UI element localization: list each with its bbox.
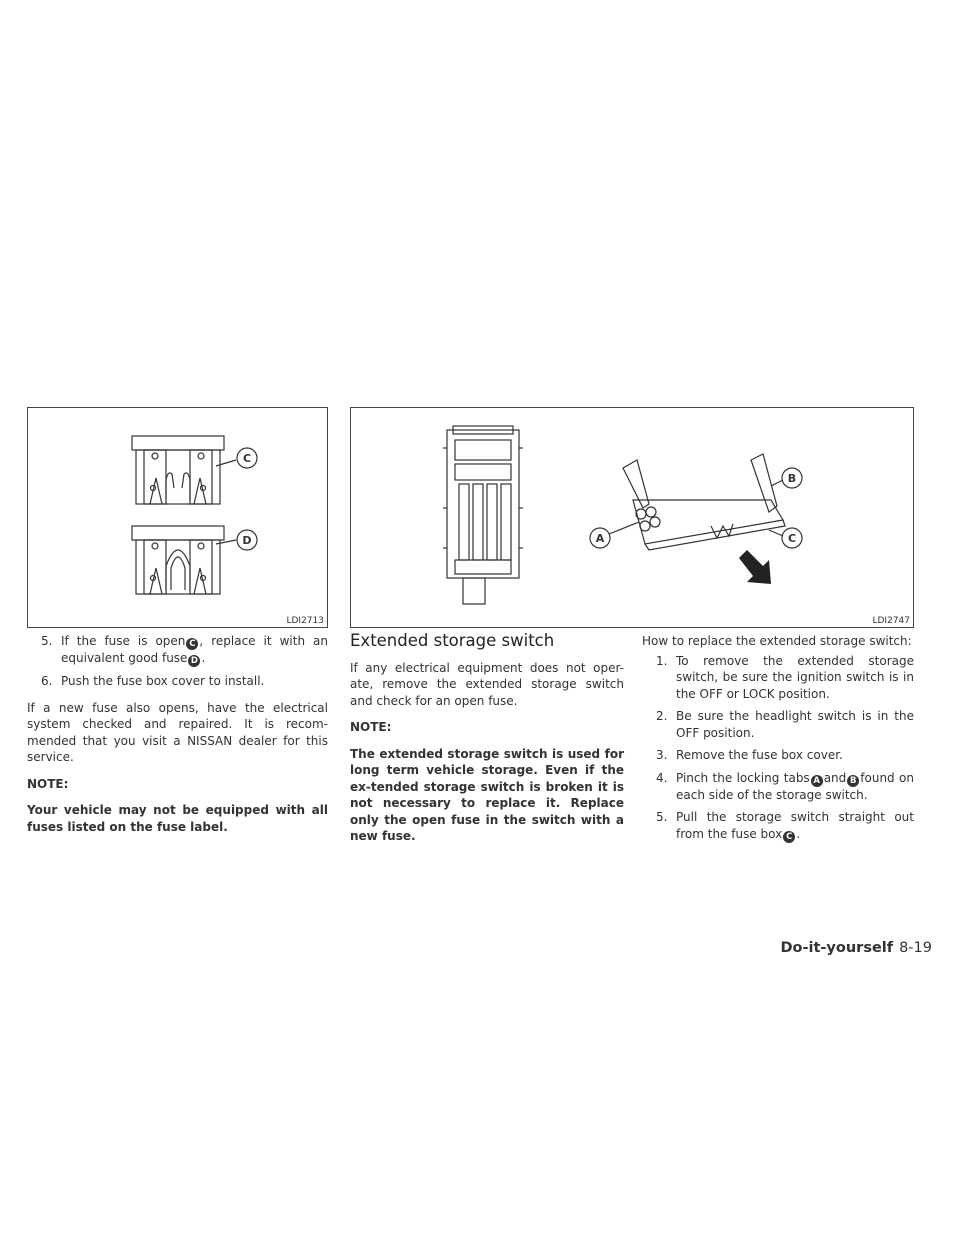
footer-page-number: 8-19	[899, 940, 932, 956]
fuse-callout-d: D	[242, 534, 252, 547]
callout-badge-d: D	[188, 655, 200, 667]
step-text: , replace it with an equivalent good fuse	[61, 634, 328, 665]
page-footer	[781, 940, 933, 956]
step-number: 3.	[656, 748, 668, 762]
note-text: The extended storage switch is used for long term vehicle storage. Even if the ex-tended storage switch is broken it is not necessary to replace it. Replace only the open fuse in the switch with a new fuse.	[350, 746, 624, 843]
fuse-figure-code: LDI2713	[286, 616, 324, 626]
middle-column	[350, 633, 624, 855]
step-text: Pinch the locking tabs	[676, 770, 810, 785]
repair-paragraph: If a new fuse also opens, have the electrical system checked and repaired. It is recom-mended that you visit a NISSAN dealer for this service.	[27, 700, 328, 764]
step-text: Remove the fuse box cover.	[676, 748, 843, 762]
right-step-4	[642, 770, 914, 804]
step-text: To remove the extended storage switch, be sure the ignition switch is in the OFF or LOCK position.	[676, 653, 914, 701]
step-text: .	[201, 651, 206, 665]
step-text: and	[823, 770, 847, 785]
storage-switch-figure	[350, 407, 914, 628]
switch-paragraph: If any electrical equipment does not oper-ate, remove the extended storage switch and check for an open fuse.	[350, 660, 624, 708]
left-step-6	[27, 673, 328, 690]
switch-figure-code: LDI2747	[872, 616, 910, 626]
right-step-3	[642, 747, 914, 764]
fuse-callout-c: C	[242, 452, 252, 465]
step-text: Push the fuse box cover to install.	[61, 674, 265, 688]
step-number: 5.	[656, 810, 668, 824]
step-text: .	[796, 826, 801, 841]
storage-switch-illustration	[351, 408, 915, 629]
switch-callout-a: A	[595, 532, 605, 545]
fuse-figure	[27, 407, 328, 628]
left-step-5	[27, 633, 328, 667]
note-text: Your vehicle may not be equipped with all fuses listed on the fuse label.	[27, 803, 328, 834]
step-number: 1.	[656, 653, 668, 668]
footer-section: Do-it-yourself	[780, 940, 894, 956]
callout-badge-a: A	[811, 775, 823, 787]
step-text: Pull the storage switch straight out from the fuse box	[676, 810, 914, 841]
step-text: found on each side of the storage switch.	[676, 770, 914, 802]
note-label: NOTE:	[350, 720, 392, 734]
right-step-2	[642, 708, 914, 741]
callout-badge-c: C	[783, 831, 795, 843]
step-number: 6.	[41, 674, 53, 688]
fuse-illustration	[28, 408, 329, 629]
step-number: 5.	[41, 634, 53, 648]
right-column	[642, 633, 914, 849]
step-text: If the fuse is open	[61, 634, 186, 648]
callout-badge-b: B	[847, 775, 859, 787]
left-column	[27, 633, 328, 845]
note-label: NOTE:	[27, 776, 69, 791]
switch-callout-c: C	[787, 532, 797, 545]
section-heading: Extended storage switch	[350, 631, 555, 650]
procedure-intro: How to replace the extended storage switch:	[642, 634, 912, 648]
step-number: 4.	[656, 770, 668, 785]
switch-callout-b: B	[787, 472, 797, 485]
step-text: Be sure the headlight switch is in the OFF position.	[676, 709, 914, 740]
callout-badge-c: C	[186, 638, 198, 650]
right-step-1	[642, 653, 914, 703]
step-number: 2.	[656, 709, 668, 723]
right-step-5	[642, 809, 914, 843]
